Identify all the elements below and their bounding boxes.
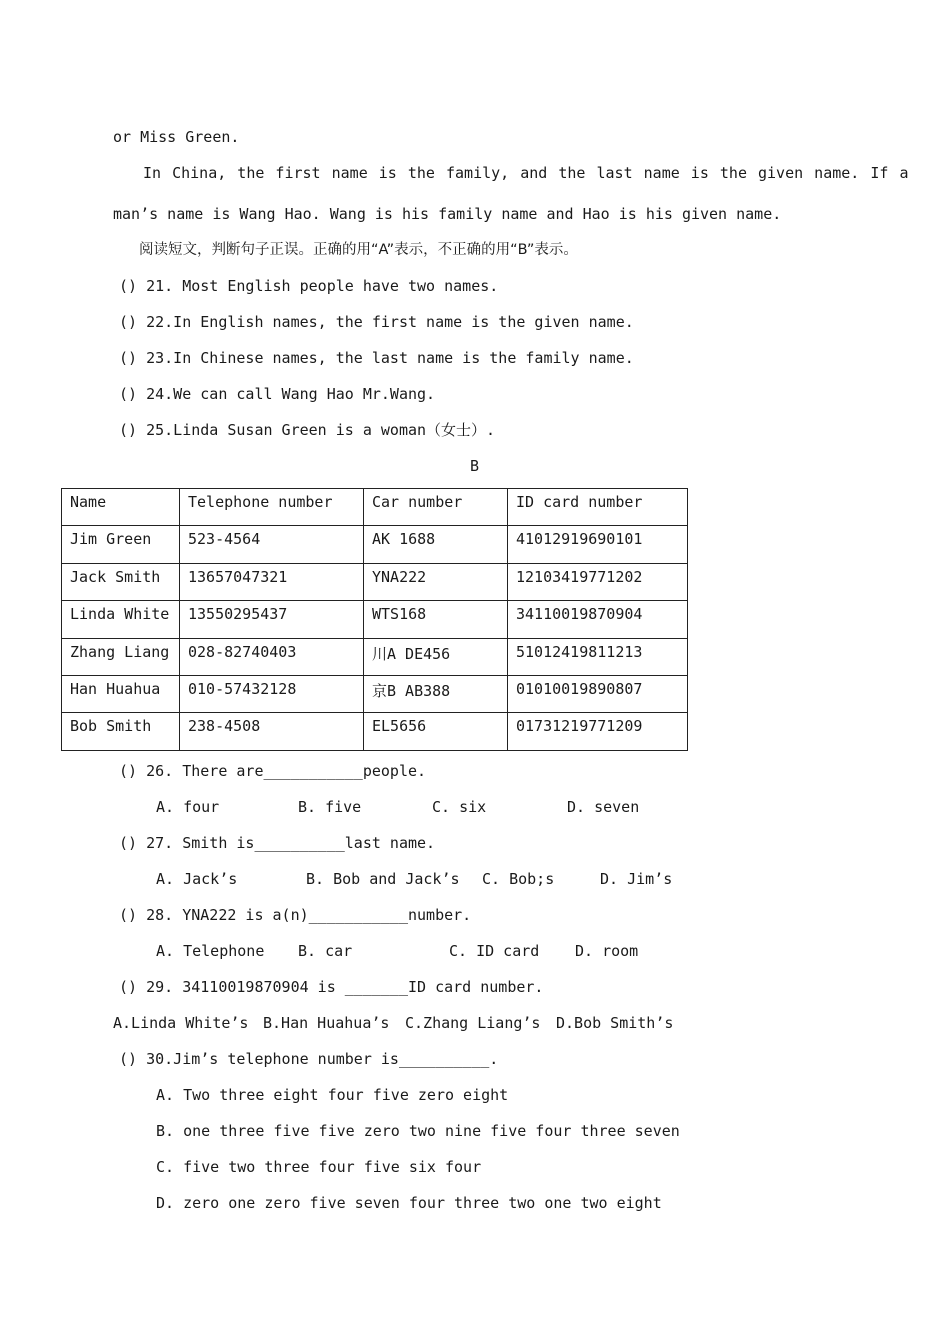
- q27-option-a: A. Jack’s: [156, 870, 238, 888]
- cell-name: Jack Smith: [62, 563, 180, 600]
- passage-line-1: or Miss Green.: [113, 128, 240, 146]
- cell-name: Han Huahua: [62, 675, 180, 712]
- cell-name: Jim Green: [62, 526, 180, 563]
- cell-telephone: 523-4564: [180, 526, 364, 563]
- question-28: () 28. YNA222 is a(n)___________number.: [119, 906, 472, 924]
- cell-car: 京B AB388: [364, 675, 508, 712]
- q27-option-c: C. Bob;s: [482, 870, 555, 888]
- q26-option-a: A. four: [156, 798, 220, 816]
- cell-telephone: 010-57432128: [180, 675, 364, 712]
- question-26: () 26. There are___________people.: [119, 762, 427, 780]
- q29-option-d: D.Bob Smith’s: [556, 1014, 674, 1032]
- q28-option-b: B. car: [298, 942, 353, 960]
- q26-option-c: C. six: [432, 798, 487, 816]
- header-telephone: Telephone number: [180, 489, 364, 526]
- q27-option-b: B. Bob and Jack’s: [306, 870, 460, 888]
- table-row: [62, 526, 688, 563]
- cell-id: 34110019870904: [508, 601, 688, 638]
- q26-option-d: D. seven: [567, 798, 640, 816]
- passage-line-3: man’s name is Wang Hao. Wang is his family name and Hao is his given name.: [113, 205, 782, 223]
- q29-option-c: C.Zhang Liang’s: [405, 1014, 541, 1032]
- judgement-25: () 25.Linda Susan Green is a woman（女士）.: [119, 421, 496, 439]
- cell-id: 51012419811213: [508, 638, 688, 675]
- cell-id: 12103419771202: [508, 563, 688, 600]
- passage-line-2: In China, the first name is the family, and the last name is the given name. If a: [143, 164, 909, 182]
- question-27: () 27. Smith is__________last name.: [119, 834, 436, 852]
- q30-option-c: C. five two three four five six four: [156, 1158, 482, 1176]
- table-row: [62, 638, 688, 675]
- header-name: Name: [62, 489, 180, 526]
- q29-option-a: A.Linda White’s: [113, 1014, 249, 1032]
- cell-telephone: 238-4508: [180, 713, 364, 750]
- q28-option-a: A. Telephone: [156, 942, 265, 960]
- table-row: [62, 601, 688, 638]
- q29-option-b: B.Han Huahua’s: [263, 1014, 390, 1032]
- table-row: [62, 563, 688, 600]
- cell-name: Linda White: [62, 601, 180, 638]
- cell-car: 川A DE456: [364, 638, 508, 675]
- judgement-23: () 23.In Chinese names, the last name is the family name.: [119, 349, 634, 367]
- question-30: () 30.Jim’s telephone number is__________.: [119, 1050, 499, 1068]
- section-label: B: [470, 457, 480, 475]
- q28-option-c: C. ID card: [449, 942, 540, 960]
- cell-name: Zhang Liang: [62, 638, 180, 675]
- q26-option-b: B. five: [298, 798, 362, 816]
- table-row: [62, 713, 688, 750]
- cell-car: AK 1688: [364, 526, 508, 563]
- cell-car: EL5656: [364, 713, 508, 750]
- info-table: [61, 488, 688, 751]
- instruction: 阅读短文，判断句子正误。正确的用“A”表示，不正确的用“B”表示。: [139, 242, 578, 258]
- q30-option-a: A. Two three eight four five zero eight: [156, 1086, 509, 1104]
- judgement-22: () 22.In English names, the first name is the given name.: [119, 313, 634, 331]
- cell-car: WTS168: [364, 601, 508, 638]
- cell-telephone: 13550295437: [180, 601, 364, 638]
- header-id: ID card number: [508, 489, 688, 526]
- cell-telephone: 13657047321: [180, 563, 364, 600]
- table-row: [62, 675, 688, 712]
- cell-car: YNA222: [364, 563, 508, 600]
- q30-option-b: B. one three five five zero two nine five four three seven: [156, 1122, 680, 1140]
- cell-name: Bob Smith: [62, 713, 180, 750]
- table-header-row: [62, 489, 688, 526]
- cell-id: 01010019890807: [508, 675, 688, 712]
- question-29: () 29. 34110019870904 is _______ID card number.: [119, 978, 544, 996]
- judgement-21: () 21. Most English people have two names.: [119, 277, 499, 295]
- cell-id: 01731219771209: [508, 713, 688, 750]
- cell-id: 41012919690101: [508, 526, 688, 563]
- cell-telephone: 028-82740403: [180, 638, 364, 675]
- header-car: Car number: [364, 489, 508, 526]
- q27-option-d: D. Jim’s: [600, 870, 673, 888]
- judgement-24: () 24.We can call Wang Hao Mr.Wang.: [119, 385, 436, 403]
- q28-option-d: D. room: [575, 942, 639, 960]
- q30-option-d: D. zero one zero five seven four three two one two eight: [156, 1194, 662, 1212]
